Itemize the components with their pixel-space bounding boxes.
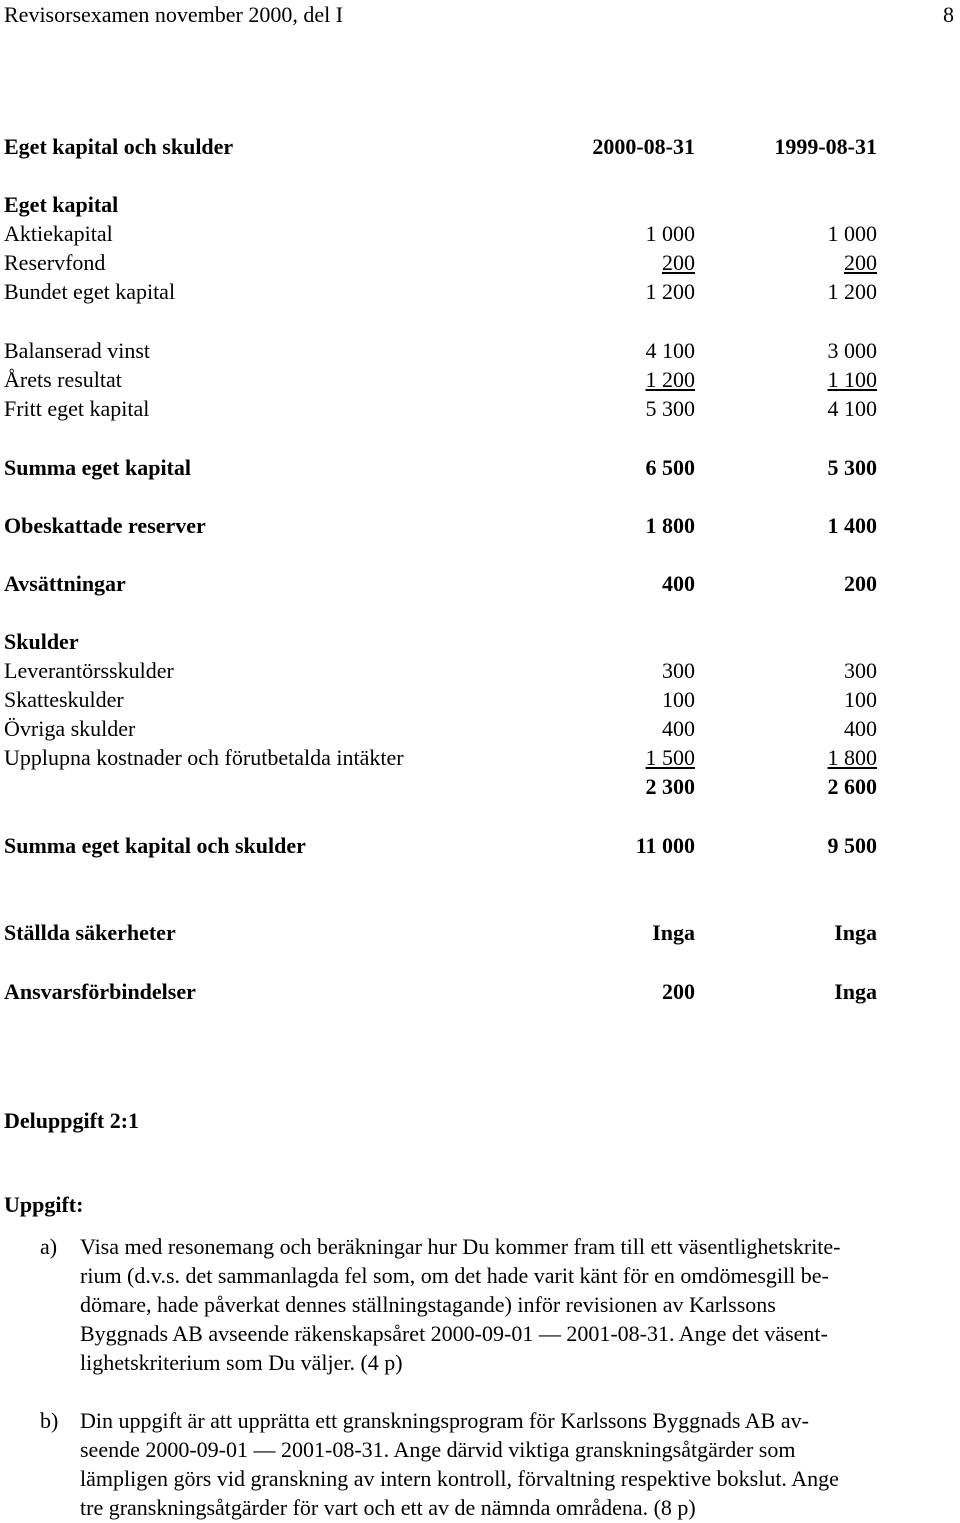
balance-row-label: Aktiekapital [4, 221, 113, 246]
column-header-1999: 1999-08-31 [774, 134, 877, 159]
balance-value-1999: 300 [844, 658, 877, 683]
balance-value-2000: 1 200 [645, 279, 695, 304]
underlined-value: 200 [662, 250, 695, 275]
balance-value-2000: 200 [662, 979, 695, 1004]
balance-value-1999 [740, 252, 877, 274]
task-a-line: Byggnads AB avseende räkenskapsåret 2000-09-01 — 2001-08-31. Ange det väsent- [80, 1321, 828, 1346]
underlined-value: 200 [844, 250, 877, 275]
balance-value-1999: 200 [844, 571, 877, 596]
balance-value-1999: 1 400 [827, 513, 877, 538]
balance-row-label: Ansvarsförbindelser [4, 979, 196, 1004]
balance-row-label: Eget kapital [4, 192, 119, 217]
balance-value-1999: 1 200 [827, 279, 877, 304]
balance-value-1999: Inga [834, 979, 877, 1004]
balance-row-label: Bundet eget kapital [4, 279, 176, 304]
task-a-line: Visa med resonemang och beräkningar hur Du kommer fram till ett väsentlighetskrite- [80, 1234, 841, 1259]
balance-row-label: Obeskattade reserver [4, 513, 206, 538]
document-header-title: Revisorsexamen november 2000, del I [4, 2, 344, 27]
balance-value-2000: 4 100 [645, 338, 695, 363]
balance-value-2000: 1 800 [645, 513, 695, 538]
underlined-value: 1 200 [645, 367, 695, 392]
balance-row-label: Summa eget kapital och skulder [4, 833, 306, 858]
balance-value-2000: 400 [662, 571, 695, 596]
page-number: 8 [943, 2, 954, 27]
balance-value-2000 [560, 252, 695, 274]
balance-value-1999: 1 000 [827, 221, 877, 246]
balance-row-label: Avsättningar [4, 571, 126, 596]
balance-row-label: Summa eget kapital [4, 455, 191, 480]
task-b-line: seende 2000-09-01 — 2001-08-31. Ange därvid viktiga granskningsåtgärder som [80, 1437, 796, 1462]
balance-value-2000: 2 300 [645, 774, 695, 799]
balance-value-2000: 11 000 [635, 833, 695, 858]
balance-value-1999: 2 600 [827, 774, 877, 799]
balance-value-2000: 400 [662, 716, 695, 741]
balance-value-1999: 5 300 [827, 455, 877, 480]
task-a-line: dömare, hade påverkat dennes ställningstagande) inför revisionen av Karlssons [80, 1292, 776, 1317]
underlined-value: 1 100 [827, 367, 877, 392]
balance-row-label: Fritt eget kapital [4, 396, 150, 421]
column-header-2000: 2000-08-31 [592, 134, 695, 159]
balance-row-label: Upplupna kostnader och förutbetalda intäkter [4, 745, 404, 770]
balance-row-label: Skatteskulder [4, 687, 124, 712]
balance-value-1999 [740, 747, 877, 769]
balance-value-1999: 3 000 [827, 338, 877, 363]
subtask-heading: Deluppgift 2:1 [4, 1108, 140, 1133]
balance-value-2000: 100 [662, 687, 695, 712]
balance-value-1999: 400 [844, 716, 877, 741]
balance-value-1999 [740, 369, 877, 391]
task-a-label: a) [40, 1234, 58, 1259]
balance-value-1999: 4 100 [827, 396, 877, 421]
underlined-value: 1 800 [827, 745, 877, 770]
task-b-line: tre granskningsåtgärder för vart och ett av de nämnda områdena. (8 p) [80, 1495, 696, 1520]
balance-row-label: Reservfond [4, 250, 106, 275]
task-a-line: rium (d.v.s. det sammanlagda fel som, om det hade varit känt för en omdömesgill be- [80, 1263, 829, 1288]
balance-value-1999: 100 [844, 687, 877, 712]
task-b-text [80, 1406, 960, 1522]
balance-row-label: Övriga skulder [4, 716, 136, 741]
balance-row-label: Årets resultat [4, 367, 122, 392]
balance-value-2000 [560, 369, 695, 391]
uppgift-label: Uppgift: [4, 1192, 84, 1217]
balance-value-2000: 5 300 [645, 396, 695, 421]
task-a-text [80, 1232, 960, 1377]
task-a-line: lighetskriterium som Du väljer. (4 p) [80, 1350, 403, 1375]
balance-value-2000: 300 [662, 658, 695, 683]
balance-value-1999: Inga [834, 920, 877, 945]
balance-row-label: Leverantörsskulder [4, 658, 174, 683]
balance-value-2000: Inga [652, 920, 695, 945]
task-b-line: Din uppgift är att upprätta ett granskningsprogram för Karlssons Byggnads AB av- [80, 1408, 809, 1433]
balance-value-1999: 9 500 [827, 833, 877, 858]
task-b-line: lämpligen görs vid granskning av intern kontroll, förvaltning respektive bokslut. Ange [80, 1466, 839, 1491]
balance-value-2000: 6 500 [645, 455, 695, 480]
balance-heading: Eget kapital och skulder [4, 134, 234, 159]
balance-row-label: Balanserad vinst [4, 338, 151, 363]
balance-row-label: Skulder [4, 629, 79, 654]
balance-row-label: Ställda säkerheter [4, 920, 176, 945]
balance-value-2000 [560, 747, 695, 769]
balance-value-2000: 1 000 [645, 221, 695, 246]
underlined-value: 1 500 [645, 745, 695, 770]
task-b-label: b) [40, 1408, 59, 1433]
